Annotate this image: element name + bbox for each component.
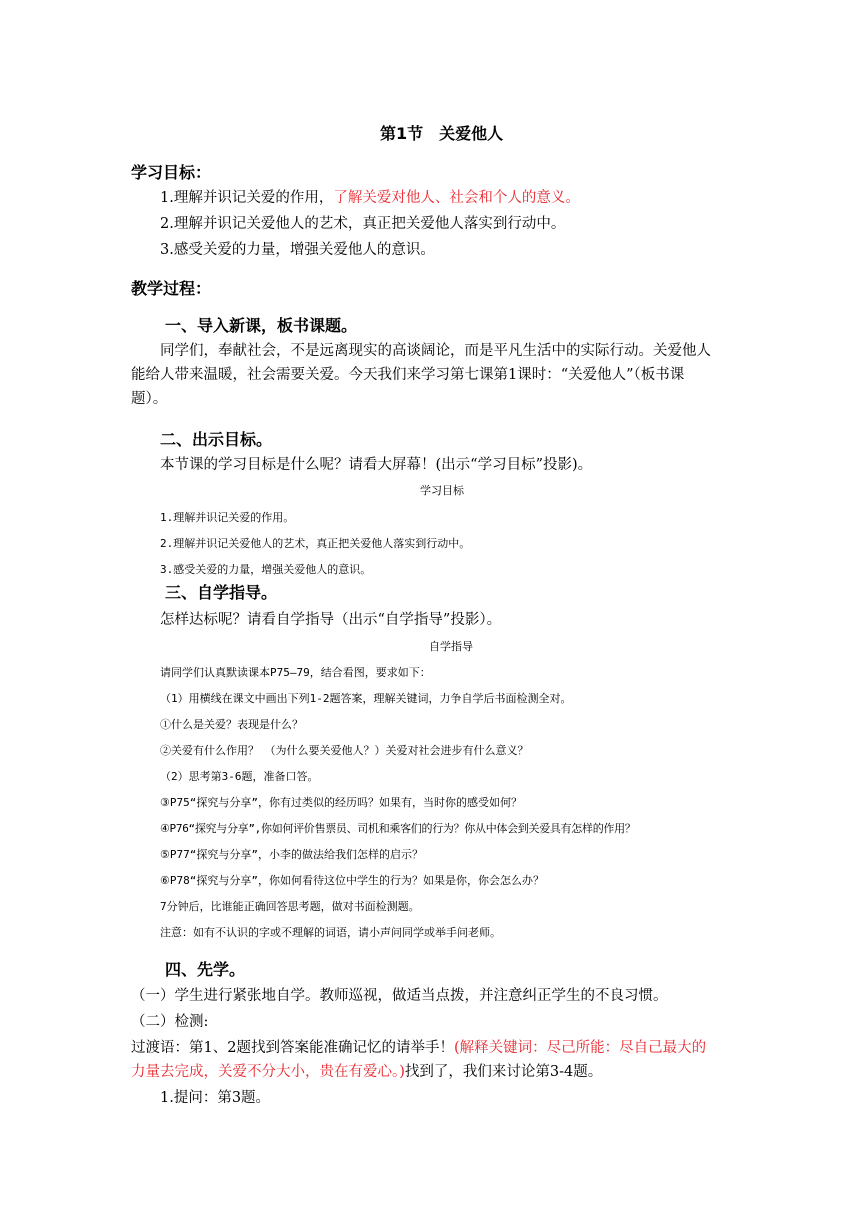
section3-intro: 怎样达标呢？请看自学指导（出示“自学指导”投影）。 [160,612,502,628]
transition-highlight: (解释关键词：尽己所能：尽自己最大的 [453,1040,707,1056]
guidance-item: 注意：如有不认识的字或不理解的词语，请小声问同学或举手问老师。 [160,926,501,939]
guidance-item: ①什么是关爱？表现是什么？ [160,718,303,731]
objective-item: 3.感受关爱的力量，增强关爱他人的意识。 [160,242,435,258]
transition-text: 找到了，我们来讨论第3-4题。 [404,1064,603,1080]
guidance-item: 请同学们认真默读课本P75—79，结合看图，要求如下： [160,666,431,679]
guidance-item: ⑤P77“探究与分享”，小李的做法给我们怎样的启示？ [160,848,423,861]
guidance-item: 7分钟后，比谁能正确回答思考题，做对书面检测题。 [160,900,420,913]
objectives-box-item: 2.理解并识记关爱他人的艺术，真正把关爱他人落实到行动中。 [160,537,471,550]
guidance-item: ⑥P78“探究与分享”，你如何看待这位中学生的行为？如果是你，你会怎么办？ [160,874,544,887]
section1-line: 题）。 [131,391,168,407]
objectives-box-title: 学习目标 [420,484,464,497]
section1-line: 同学们，奉献社会，不是远离现实的高谈阔论，而是平凡生活中的实际行动。关爱他人 [160,343,711,359]
section4-line: （一）学生进行紧张地自学。教师巡视，做适当点拨，并注意纠正学生的不良习惯。 [131,988,668,1004]
objective-highlight: 了解关爱对他人、社会和个人的意义。 [333,190,580,206]
transition-line [131,1036,706,1057]
objective-item [160,186,580,207]
section4-line: （二）检测: [131,1014,209,1030]
section2-heading: 二、出示目标。 [160,430,273,449]
guidance-item: ②关爱有什么作用？ （为什么要关爱他人？）关爱对社会进步有什么意义？ [160,744,529,757]
transition-highlight: 力量去完成，关爱不分大小，贵在有爱心。) [131,1064,405,1080]
section2-intro: 本节课的学习目标是什么呢？请看大屏幕！(出示“学习目标”投影)。 [160,457,593,473]
guidance-item: ④P76“探究与分享”,你如何评价售票员、司机和乘客们的行为？你从中体会到关爱具有怎样的作用？ [160,822,636,835]
section4-heading: 四、先学。 [165,960,246,979]
section3-heading: 三、自学指导。 [165,583,278,602]
section1-heading: 一、导入新课，板书课题。 [165,316,358,335]
guidance-item: ③P75“探究与分享”，你有过类似的经历吗？如果有，当时你的感受如何？ [160,796,522,809]
page-title: 第1节 关爱他人 [380,124,504,143]
section1-line: 能给人带来温暖，社会需要关爱。今天我们来学习第七课第1课时：“关爱他人”（板书课 [131,367,685,383]
guidance-item: （2）思考第3-6题，准备口答。 [160,770,319,783]
transition-text: 过渡语：第1、2题找到答案能准确记忆的请举手！ [131,1040,454,1056]
transition-line [131,1060,602,1081]
question-line: 1.提问：第3题。 [160,1090,271,1106]
guidance-box-title: 自学指导 [429,640,473,653]
objectives-box-item: 3.感受关爱的力量，增强关爱他人的意识。 [160,563,372,576]
guidance-item: （1）用横线在课文中画出下列1-2题答案，理解关键词，力争自学后书面检测全对。 [160,692,572,705]
objectives-heading: 学习目标： [131,163,212,182]
objective-text: 1.理解并识记关爱的作用， [160,190,334,206]
objective-item: 2.理解并识记关爱他人的艺术，真正把关爱他人落实到行动中。 [160,216,566,232]
objectives-box-item: 1.理解并识记关爱的作用。 [160,511,295,524]
process-heading: 教学过程： [131,279,212,298]
